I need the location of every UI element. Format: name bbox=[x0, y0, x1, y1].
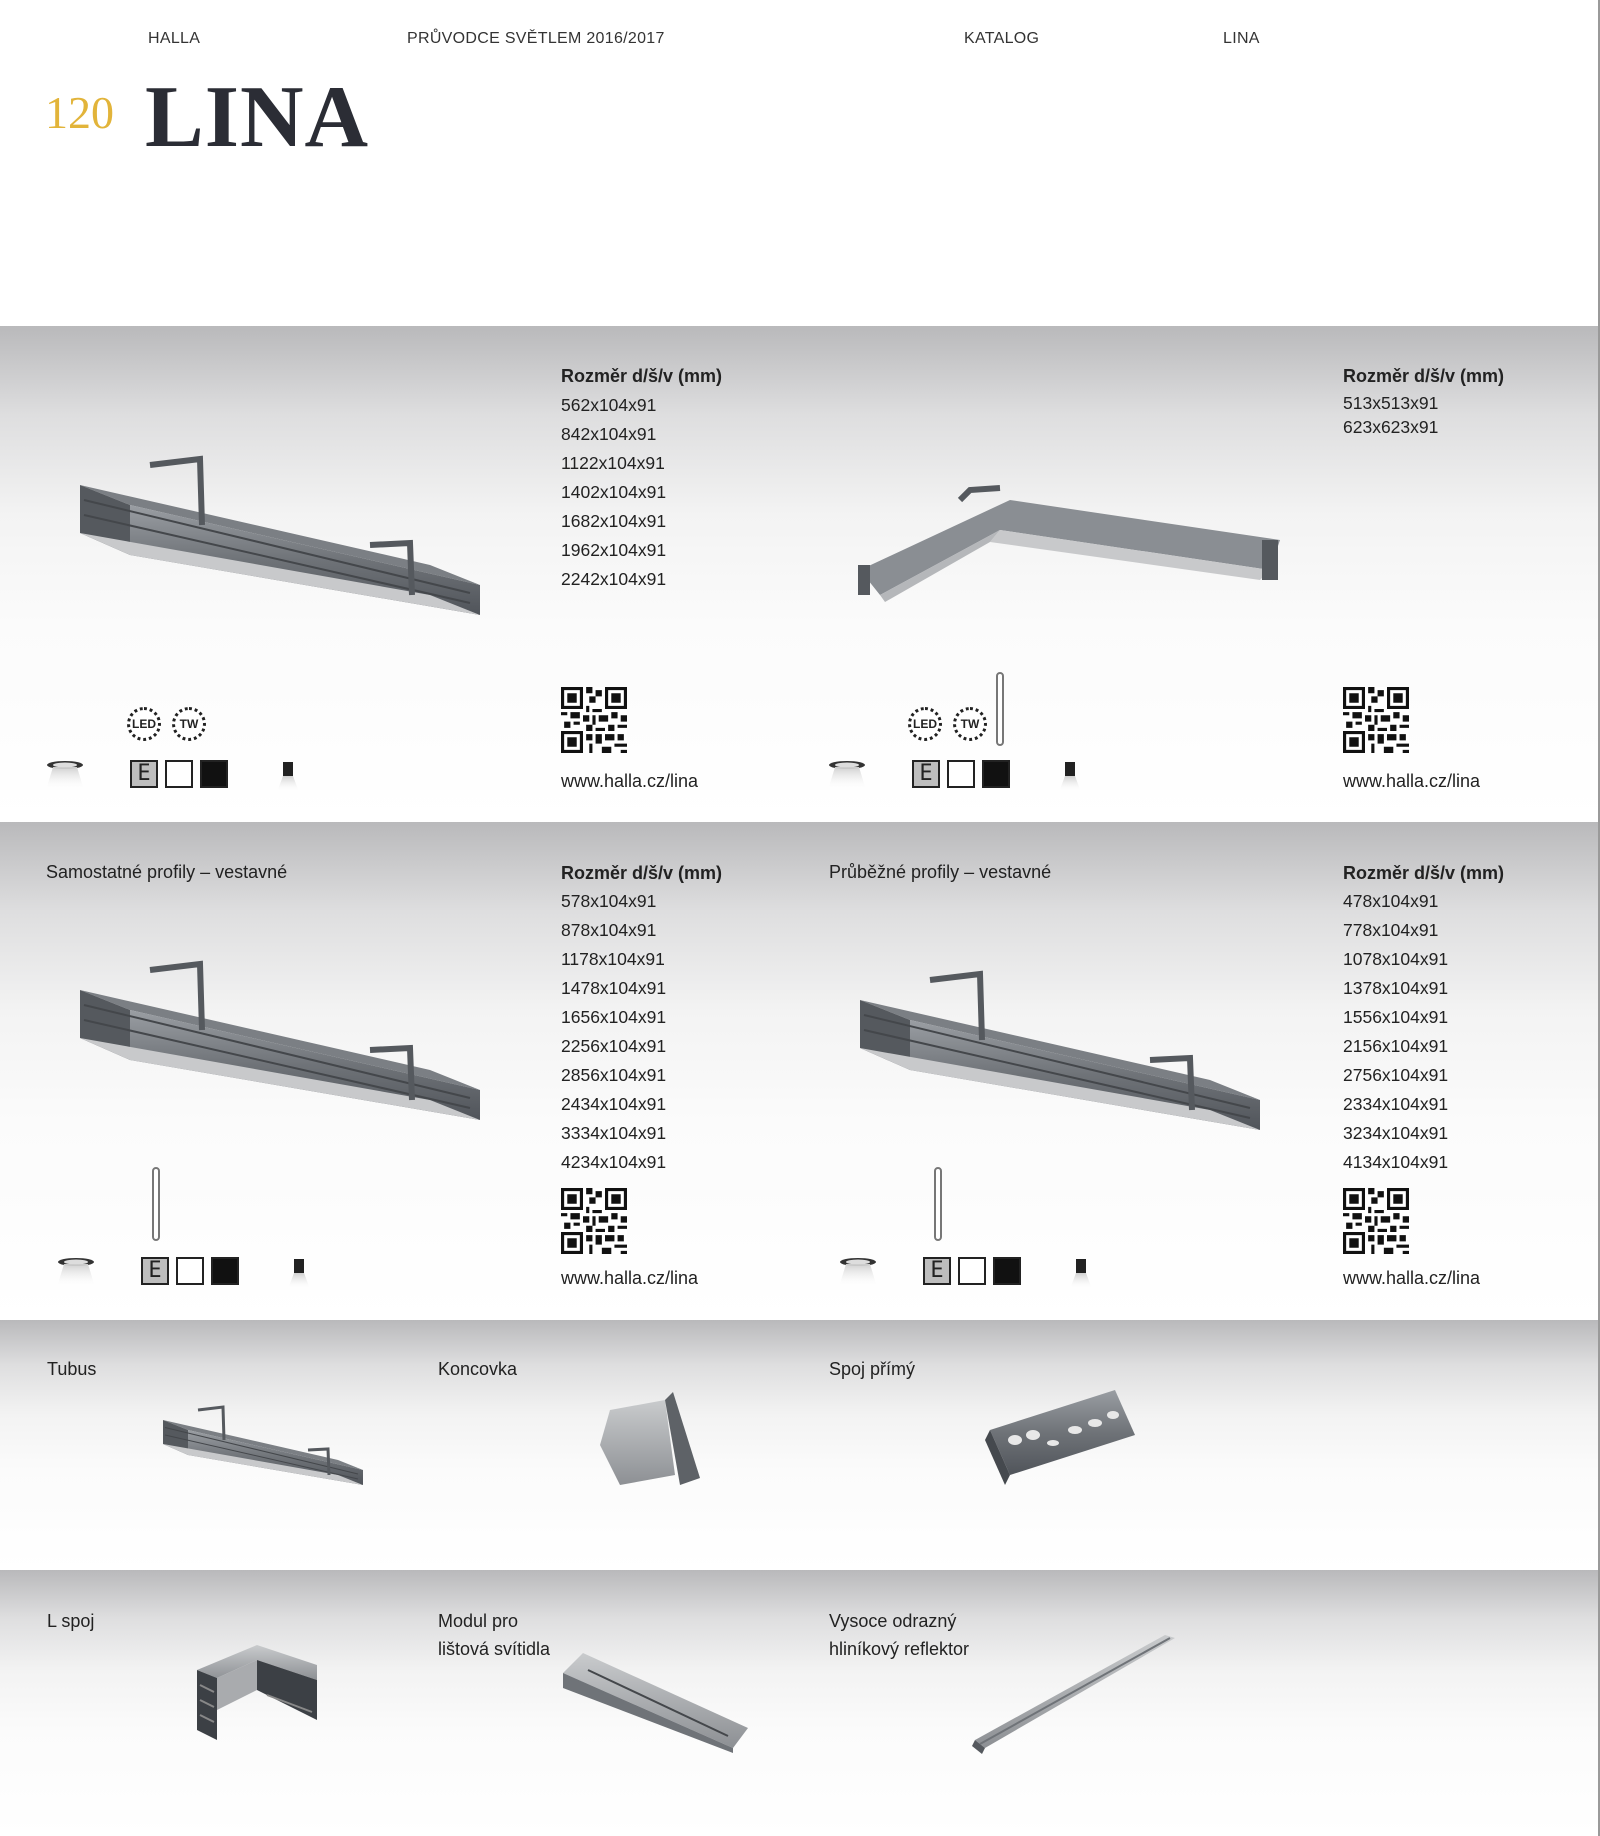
dim-item: 1178x104x91 bbox=[561, 949, 665, 969]
color-option-white[interactable] bbox=[958, 1257, 986, 1285]
mount-icon bbox=[288, 1259, 310, 1289]
dim-list bbox=[561, 391, 666, 594]
page-title: LINA bbox=[145, 69, 370, 166]
accessory-label-line: Vysoce odrazný bbox=[829, 1611, 957, 1631]
dim-item: 3234x104x91 bbox=[1343, 1123, 1449, 1143]
dim-list bbox=[1343, 887, 1448, 1177]
dim-header: Rozměr d/š/v (mm) bbox=[561, 863, 723, 883]
dim-item: 878x104x91 bbox=[561, 920, 657, 940]
accessory-label-line: Tubus bbox=[47, 1359, 97, 1379]
accessory-label bbox=[829, 1355, 915, 1383]
mount-icon bbox=[1059, 762, 1081, 792]
color-option-black[interactable] bbox=[982, 760, 1010, 788]
dim-header: Rozměr d/š/v (mm) bbox=[1343, 863, 1505, 883]
accessory-label bbox=[438, 1355, 517, 1383]
header-product: LINA bbox=[1223, 30, 1260, 47]
recessed-light-icon bbox=[46, 760, 84, 790]
dim-list bbox=[1343, 391, 1438, 439]
accessory-label-line: Koncovka bbox=[438, 1359, 518, 1379]
accessory-label bbox=[47, 1607, 94, 1635]
dim-item: 1478x104x91 bbox=[561, 978, 667, 998]
dim-item: 513x513x91 bbox=[1343, 393, 1439, 413]
color-options bbox=[130, 760, 240, 790]
accessory-label-line: hliníkový reflektor bbox=[829, 1639, 970, 1659]
dim-item: 478x104x91 bbox=[1343, 891, 1439, 911]
color-option-black[interactable] bbox=[993, 1257, 1021, 1285]
dim-item: 1656x104x91 bbox=[561, 1007, 667, 1027]
recessed-light-icon bbox=[57, 1257, 95, 1287]
dim-item: 1122x104x91 bbox=[561, 453, 665, 473]
dim-item: 4234x104x91 bbox=[561, 1152, 667, 1172]
qr-code-icon[interactable] bbox=[561, 1188, 627, 1254]
dim-item: 1402x104x91 bbox=[561, 482, 667, 502]
dim-item: 842x104x91 bbox=[561, 424, 657, 444]
mount-icon bbox=[277, 762, 299, 792]
fluorescent-tube-icon bbox=[996, 672, 1004, 746]
led-badge-icon: LED bbox=[127, 707, 161, 741]
page-number: 120 bbox=[45, 87, 114, 138]
dim-item: 2434x104x91 bbox=[561, 1094, 667, 1114]
color-option-white[interactable] bbox=[165, 760, 193, 788]
dim-item: 2856x104x91 bbox=[561, 1065, 667, 1085]
dim-item: 1556x104x91 bbox=[1343, 1007, 1449, 1027]
dim-item: 3334x104x91 bbox=[561, 1123, 667, 1143]
product-url-link[interactable]: www.halla.cz/lina bbox=[561, 771, 699, 791]
dim-list bbox=[561, 887, 666, 1177]
dim-header: Rozměr d/š/v (mm) bbox=[1343, 366, 1505, 386]
dim-item: 2334x104x91 bbox=[1343, 1094, 1449, 1114]
color-option-e[interactable]: E bbox=[912, 760, 940, 788]
tubus-image bbox=[158, 1395, 368, 1490]
dim-item: 1962x104x91 bbox=[561, 540, 667, 560]
color-options bbox=[141, 1257, 251, 1287]
header-guide: PRŮVODCE SVĚTLEM 2016/2017 bbox=[407, 30, 665, 47]
accessory-label-line: Spoj přímý bbox=[829, 1359, 916, 1379]
color-option-e[interactable]: E bbox=[923, 1257, 951, 1285]
dim-item: 1378x104x91 bbox=[1343, 978, 1449, 998]
color-options bbox=[923, 1257, 1033, 1287]
accessory-label bbox=[829, 1607, 969, 1663]
lina-profile-image bbox=[70, 945, 490, 1125]
dim-item: 2156x104x91 bbox=[1343, 1036, 1449, 1056]
qr-code-icon[interactable] bbox=[561, 687, 627, 753]
color-options bbox=[912, 760, 1022, 790]
color-option-white[interactable] bbox=[947, 760, 975, 788]
end-cap-image bbox=[595, 1390, 705, 1490]
track-module-image bbox=[558, 1648, 753, 1753]
dim-item: 778x104x91 bbox=[1343, 920, 1439, 940]
lina-profile-image bbox=[850, 955, 1270, 1135]
mount-icon bbox=[1070, 1259, 1092, 1289]
recessed-light-icon bbox=[839, 1257, 877, 1287]
product-url-link[interactable]: www.halla.cz/lina bbox=[1343, 1268, 1481, 1288]
accessory-label-line: L spoj bbox=[47, 1611, 95, 1631]
dim-item: 562x104x91 bbox=[561, 395, 657, 415]
color-option-e[interactable]: E bbox=[141, 1257, 169, 1285]
qr-code-icon[interactable] bbox=[1343, 687, 1409, 753]
accessory-label bbox=[438, 1607, 550, 1663]
fluorescent-tube-icon bbox=[934, 1167, 942, 1241]
product-url-link[interactable]: www.halla.cz/lina bbox=[1343, 771, 1481, 791]
product-label: Průběžné profily – vestavné bbox=[829, 862, 1052, 882]
color-option-white[interactable] bbox=[176, 1257, 204, 1285]
accessory-label-line: Modul pro bbox=[438, 1611, 519, 1631]
lina-profile-image bbox=[70, 440, 490, 620]
straight-joint-image bbox=[985, 1385, 1140, 1490]
led-badge-icon: LED bbox=[908, 707, 942, 741]
dim-item: 578x104x91 bbox=[561, 891, 657, 911]
dim-item: 1078x104x91 bbox=[1343, 949, 1449, 969]
accessory-label-line: lištová svítidla bbox=[438, 1639, 551, 1659]
dim-item: 4134x104x91 bbox=[1343, 1152, 1449, 1172]
color-option-e[interactable]: E bbox=[130, 760, 158, 788]
dim-header: Rozměr d/š/v (mm) bbox=[561, 366, 723, 386]
accessory-label bbox=[47, 1355, 96, 1383]
fluorescent-tube-icon bbox=[152, 1167, 160, 1241]
color-option-black[interactable] bbox=[211, 1257, 239, 1285]
product-label: Samostatné profily – vestavné bbox=[46, 862, 288, 882]
dim-item: 623x623x91 bbox=[1343, 417, 1439, 437]
dim-item: 1682x104x91 bbox=[561, 511, 667, 531]
dim-item: 2756x104x91 bbox=[1343, 1065, 1449, 1085]
header-brand: HALLA bbox=[148, 30, 201, 47]
lina-corner-image bbox=[850, 470, 1280, 605]
color-option-black[interactable] bbox=[200, 760, 228, 788]
l-joint-image bbox=[192, 1640, 322, 1745]
tw-badge-icon: TW bbox=[953, 707, 987, 741]
dim-item: 2256x104x91 bbox=[561, 1036, 667, 1056]
dim-item: 2242x104x91 bbox=[561, 569, 667, 589]
product-url-link[interactable]: www.halla.cz/lina bbox=[561, 1268, 699, 1288]
qr-code-icon[interactable] bbox=[1343, 1188, 1409, 1254]
recessed-light-icon bbox=[828, 760, 866, 790]
header-section: KATALOG bbox=[964, 30, 1040, 47]
tw-badge-icon: TW bbox=[172, 707, 206, 741]
reflector-image bbox=[970, 1630, 1180, 1755]
